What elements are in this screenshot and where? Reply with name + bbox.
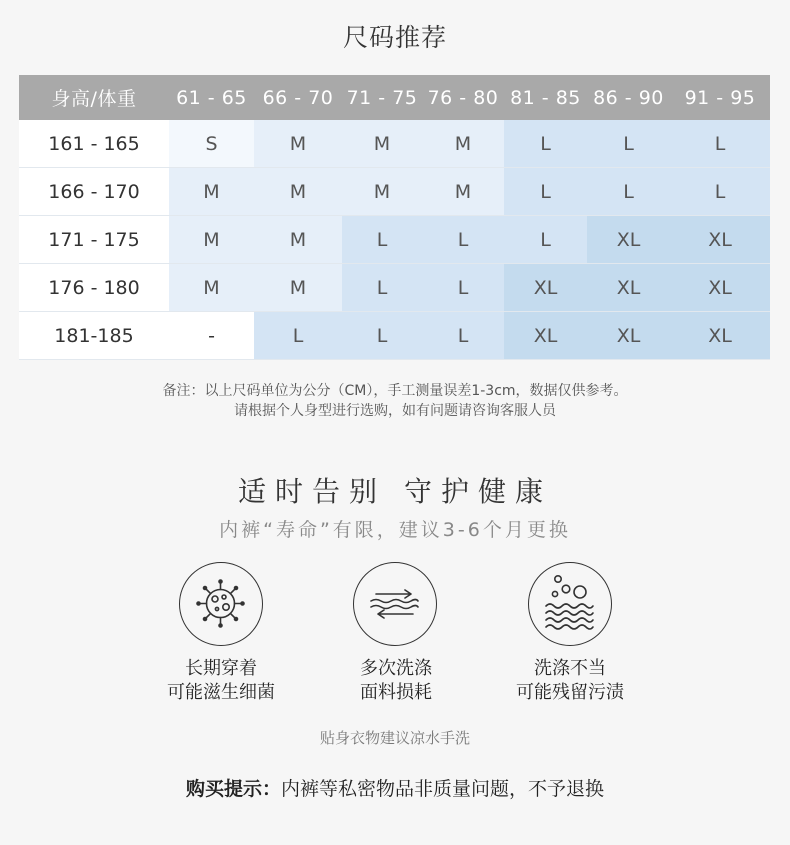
table-row	[19, 216, 770, 264]
caption-line-1: 多次洗涤	[360, 658, 432, 679]
size-cell: M	[342, 120, 422, 168]
caption-line-2: 可能残留污渍	[516, 682, 624, 703]
table-row	[19, 120, 770, 168]
size-cell: M	[422, 120, 504, 168]
page-title: 尺码推荐	[342, 23, 447, 52]
section-heading: 适时告别 守护健康	[238, 475, 552, 508]
table-row	[19, 312, 770, 360]
size-cell: L	[422, 216, 504, 264]
wash-tip: 贴身衣物建议凉水手洗	[319, 729, 470, 747]
size-cell: M	[254, 264, 342, 312]
caption-line-1: 长期穿着	[185, 658, 257, 679]
bacteria-icon	[179, 562, 263, 646]
size-cell: L	[504, 216, 587, 264]
size-cell: L	[342, 216, 422, 264]
size-cell: L	[670, 120, 770, 168]
size-cell: M	[254, 216, 342, 264]
size-cell: XL	[587, 216, 670, 264]
row-header-cell: 171 - 175	[19, 216, 169, 264]
icon-caption-stains	[480, 657, 660, 705]
size-cell: M	[254, 120, 342, 168]
size-cell: L	[670, 168, 770, 216]
size-cell: L	[504, 120, 587, 168]
table-header-row	[19, 75, 770, 120]
size-note-line-1: 备注：以上尺码单位为公分（CM），手工测量误差1-3cm，数据仅供参考。	[162, 383, 628, 399]
row-header-cell: 176 - 180	[19, 264, 169, 312]
icon-caption-bacteria	[131, 657, 311, 705]
header-cell: 71 - 75	[342, 75, 422, 120]
size-cell: M	[342, 168, 422, 216]
size-cell: -	[169, 312, 254, 360]
row-header-cell: 181-185	[19, 312, 169, 360]
size-cell: L	[504, 168, 587, 216]
size-cell: L	[422, 312, 504, 360]
size-cell: S	[169, 120, 254, 168]
size-note-line-2: 请根据个人身型进行选购，如有问题请咨询客服人员	[234, 403, 556, 419]
purchase-notice	[0, 774, 790, 801]
size-cell: M	[169, 264, 254, 312]
size-chart-table	[19, 75, 770, 360]
size-cell: L	[587, 120, 670, 168]
table-row	[19, 168, 770, 216]
size-cell: XL	[504, 312, 587, 360]
size-cell: L	[254, 312, 342, 360]
size-cell: XL	[504, 264, 587, 312]
size-cell: M	[422, 168, 504, 216]
size-cell: XL	[587, 264, 670, 312]
section-subheading: 内裤“寿命”有限，建议3-6个月更换	[219, 519, 571, 541]
purchase-notice-text: 内裤等私密物品非质量问题，不予退换	[281, 778, 605, 800]
header-cell: 86 - 90	[587, 75, 670, 120]
size-cell: XL	[670, 312, 770, 360]
caption-line-2: 可能滋生细菌	[167, 682, 275, 703]
size-cell: XL	[670, 264, 770, 312]
size-cell: XL	[670, 216, 770, 264]
purchase-notice-label: 购买提示：	[185, 778, 281, 800]
size-cell: M	[169, 168, 254, 216]
row-header-cell: 166 - 170	[19, 168, 169, 216]
row-header-cell: 161 - 165	[19, 120, 169, 168]
header-cell: 76 - 80	[422, 75, 504, 120]
header-cell: 身高/体重	[19, 75, 169, 120]
caption-line-2: 面料损耗	[360, 682, 432, 703]
size-cell: L	[342, 264, 422, 312]
header-cell: 81 - 85	[504, 75, 587, 120]
caption-line-1: 洗涤不当	[534, 658, 606, 679]
size-cell: M	[254, 168, 342, 216]
size-cell: L	[587, 168, 670, 216]
size-cell: L	[422, 264, 504, 312]
fabric-wear-icon	[353, 562, 437, 646]
table-row	[19, 264, 770, 312]
header-cell: 91 - 95	[670, 75, 770, 120]
size-cell: M	[169, 216, 254, 264]
bubbles-water-icon	[528, 562, 612, 646]
header-cell: 66 - 70	[254, 75, 342, 120]
size-cell: L	[342, 312, 422, 360]
icon-caption-fabric	[306, 657, 486, 705]
header-cell: 61 - 65	[169, 75, 254, 120]
size-cell: XL	[587, 312, 670, 360]
